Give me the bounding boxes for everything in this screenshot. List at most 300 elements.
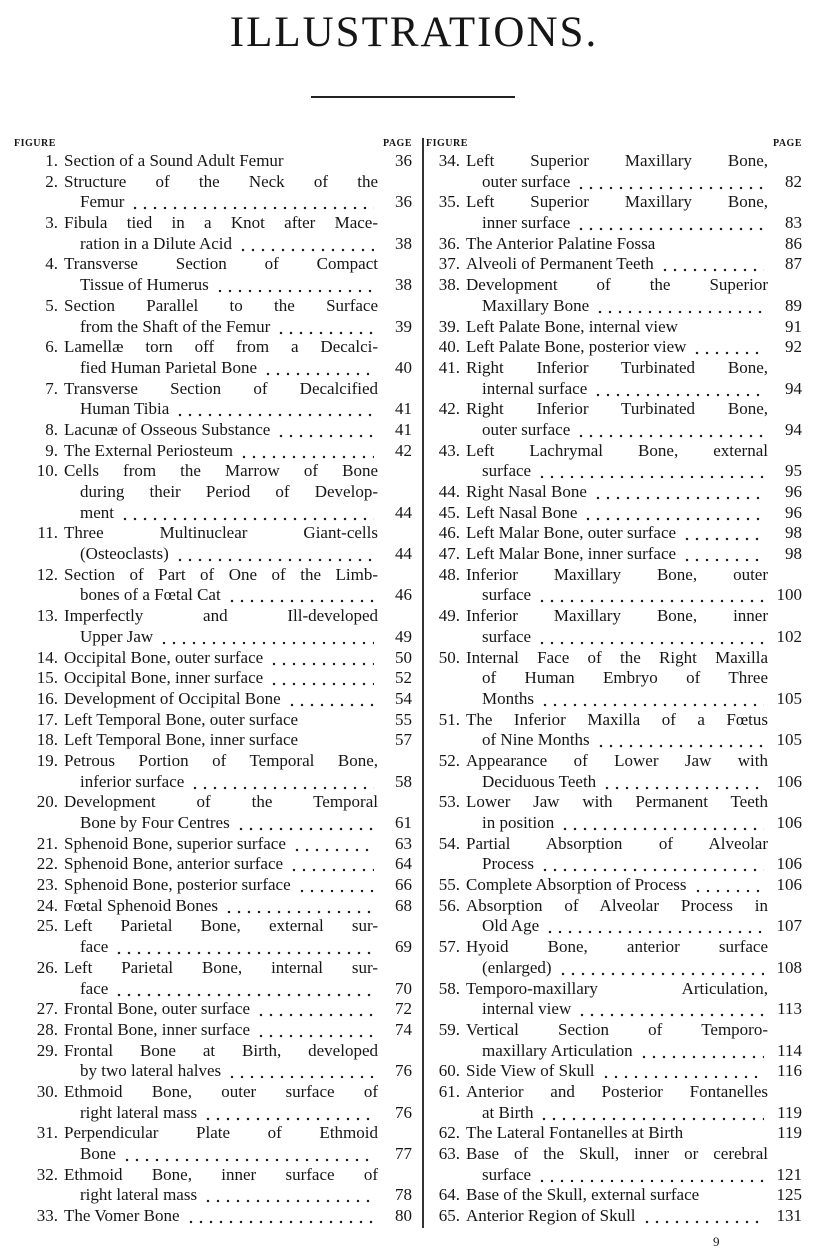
figure-number: 2. (45, 171, 58, 191)
entry-line (426, 234, 802, 255)
figure-entry (426, 544, 802, 565)
figure-caption: face (80, 978, 109, 998)
page-reference: 131 (776, 1206, 802, 1226)
page-reference: 100 (776, 585, 802, 605)
figure-caption: Lower Jaw with Permanent Teeth (466, 792, 768, 812)
figure-number: 30. (36, 1081, 58, 1101)
entry-line (426, 710, 802, 731)
dot-leader (297, 875, 374, 896)
entry-line (14, 172, 412, 193)
figure-caption: The Anterior Palatine Fossa (466, 233, 656, 253)
figure-number (426, 854, 466, 875)
caption-line (466, 1123, 768, 1144)
figure-number: 34. (438, 151, 460, 170)
figure-caption: Frontal Bone, inner surface (64, 1019, 250, 1039)
entry-line (426, 648, 802, 669)
caption-line (466, 172, 768, 193)
figure-caption: during their Period of Develop- (80, 482, 378, 501)
dot-leader (602, 772, 764, 793)
page-reference: 44 (395, 544, 412, 564)
figure-number (14, 275, 64, 296)
figure-caption: inferior surface (80, 771, 185, 791)
entry-line (426, 379, 802, 400)
dot-leader (120, 503, 374, 524)
figure-number (426, 1041, 466, 1062)
entry-line (14, 875, 412, 896)
figure-number (14, 1144, 64, 1165)
entry-line (426, 854, 802, 875)
figure-number: 5. (45, 295, 58, 315)
figure-number: 44. (438, 482, 460, 501)
figure-entry (14, 668, 412, 689)
figure-number: 15. (36, 668, 58, 688)
figure-number: 11. (37, 523, 58, 543)
figure-caption: (Osteoclasts) (80, 544, 169, 564)
caption-line (466, 1165, 768, 1186)
figure-caption: Old Age (482, 916, 540, 936)
entry-line (426, 1144, 802, 1165)
entry-line (14, 544, 412, 565)
figure-caption: surface (482, 461, 532, 481)
figure-number (14, 544, 64, 565)
figure-number: 26. (36, 957, 58, 977)
dot-leader (660, 254, 764, 275)
figure-number: 47. (438, 544, 460, 564)
figure-number: 52. (438, 750, 460, 770)
entry-line (14, 461, 412, 482)
entry-line (14, 958, 412, 979)
dot-leader (595, 296, 764, 317)
page-reference: 83 (785, 213, 802, 233)
figure-caption: maxillary Articulation (482, 1040, 633, 1060)
figure-entry (14, 151, 412, 172)
entry-line (426, 523, 802, 544)
page-spacer (378, 565, 412, 586)
figure-number: 14. (36, 647, 58, 667)
dot-leader (577, 999, 764, 1020)
entry-line (426, 565, 802, 586)
figure-caption: inner surface (482, 213, 571, 233)
page-reference: 80 (395, 1206, 412, 1226)
figure-number: 23. (36, 875, 58, 895)
entry-line (14, 151, 412, 172)
figure-caption: Anterior Region of Skull (466, 1206, 636, 1226)
figure-entry (426, 1144, 802, 1185)
figure-entry (426, 317, 802, 338)
caption-line (466, 875, 768, 896)
page-spacer (768, 896, 802, 917)
figure-caption: by two lateral halves (80, 1061, 222, 1081)
figure-entry (14, 1123, 412, 1164)
caption-line (466, 1041, 768, 1062)
figure-number: 18. (36, 730, 58, 750)
figure-number: 29. (36, 1040, 58, 1060)
figure-caption: Left Nasal Bone (466, 502, 578, 522)
figure-number (426, 213, 466, 234)
figure-number: 37. (438, 254, 460, 274)
caption-line (466, 544, 768, 565)
page-reference: 40 (395, 357, 412, 377)
page-reference: 87 (785, 254, 802, 274)
page-reference: 105 (776, 730, 802, 750)
figure-caption: Left Palate Bone, posterior view (466, 337, 687, 357)
dot-leader (122, 1144, 374, 1165)
entry-line (14, 399, 412, 420)
page-reference: 106 (776, 875, 802, 895)
caption-line (64, 937, 378, 958)
page-spacer (378, 1041, 412, 1062)
figure-entry (426, 503, 802, 524)
page-reference: 121 (776, 1164, 802, 1184)
figure-caption: Partial Absorption of Alveolar (466, 833, 768, 853)
caption-line (64, 627, 378, 648)
figure-caption: Vertical Section of Temporo- (466, 1019, 768, 1039)
dot-leader (227, 1061, 374, 1082)
dot-leader (224, 896, 374, 917)
dot-leader (560, 813, 764, 834)
entry-line (14, 1165, 412, 1186)
figure-number: 13. (36, 606, 58, 626)
entry-line (426, 668, 802, 689)
page-reference: 98 (785, 544, 802, 564)
figure-entry (426, 834, 802, 875)
figure-number (14, 234, 64, 255)
figure-number: 61. (438, 1081, 460, 1101)
figure-number (426, 668, 466, 689)
caption-line (466, 813, 768, 834)
page-reference: 86 (785, 233, 802, 253)
page-spacer (378, 751, 412, 772)
figure-number: 10. (36, 461, 58, 481)
figure-number (426, 172, 466, 193)
page-spacer (378, 916, 412, 937)
caption-line (64, 441, 378, 462)
caption-line (64, 772, 378, 793)
figure-caption: face (80, 937, 109, 957)
figure-caption: Base of the Skull, inner or cerebral (466, 1144, 768, 1163)
dot-leader (601, 1061, 764, 1082)
entry-line (14, 1082, 412, 1103)
page-reference: 52 (395, 668, 412, 688)
figure-number (426, 730, 466, 751)
entry-line (14, 627, 412, 648)
figure-entry (426, 896, 802, 937)
figure-caption: Left Lachrymal Bone, external (466, 440, 768, 460)
entry-line (14, 606, 412, 627)
figure-caption: The Vomer Bone (64, 1206, 180, 1226)
page-reference: 54 (395, 688, 412, 708)
figure-caption: Left Parietal Bone, internal sur- (64, 957, 378, 977)
dot-leader (269, 668, 374, 689)
figure-caption: Months (482, 688, 534, 708)
dot-leader (593, 482, 764, 503)
figure-entry (14, 379, 412, 420)
figure-entry (14, 1206, 412, 1227)
figure-entry (14, 730, 412, 751)
entry-line (14, 1061, 412, 1082)
page-spacer (768, 151, 802, 172)
page-reference: 108 (776, 957, 802, 977)
dot-leader (256, 999, 374, 1020)
figure-entry (426, 648, 802, 710)
entry-line (426, 1185, 802, 1206)
entry-line (14, 916, 412, 937)
entry-line (14, 296, 412, 317)
page-spacer (768, 606, 802, 627)
dot-leader (682, 523, 764, 544)
dot-leader (175, 399, 374, 420)
figure-entry (14, 1020, 412, 1041)
figure-number: 56. (438, 895, 460, 915)
figure-entry (14, 875, 412, 896)
figure-number: 49. (438, 606, 460, 626)
figure-entry (14, 792, 412, 833)
page-reference: 36 (395, 192, 412, 212)
page-reference: 92 (785, 337, 802, 357)
caption-line (64, 1061, 378, 1082)
dot-leader (276, 317, 374, 338)
entry-line (426, 606, 802, 627)
figure-caption: Upper Jaw (80, 626, 154, 646)
figure-caption: Section Parallel to the Surface (64, 295, 378, 315)
figure-caption: Complete Absorption of Process (466, 875, 687, 895)
dot-leader (114, 979, 374, 1000)
entry-line (14, 834, 412, 855)
page-reference: 106 (776, 854, 802, 874)
entry-line (14, 1020, 412, 1041)
entry-line (14, 710, 412, 731)
figure-entry (14, 565, 412, 606)
caption-line (64, 358, 378, 379)
dot-leader (682, 544, 764, 565)
page-spacer (768, 792, 802, 813)
dot-leader (639, 1041, 764, 1062)
figure-caption: Occipital Bone, inner surface (64, 668, 264, 688)
caption-line (64, 544, 378, 565)
figure-caption: Hyoid Bone, anterior surface (466, 937, 768, 957)
figure-entry (14, 606, 412, 647)
figure-caption: (enlarged) (482, 957, 552, 977)
page-reference: 94 (785, 419, 802, 439)
figure-number (14, 627, 64, 648)
figure-number: 55. (438, 875, 460, 895)
entry-line (426, 1041, 802, 1062)
figure-caption: Femur (80, 192, 125, 212)
entry-line (14, 565, 412, 586)
figure-number: 41. (438, 357, 460, 377)
page-reference: 119 (777, 1123, 802, 1143)
caption-line (64, 151, 378, 172)
figure-number: 3. (45, 213, 58, 233)
dot-leader (269, 648, 374, 669)
entry-line (14, 792, 412, 813)
entry-line (426, 399, 802, 420)
entry-line (14, 979, 412, 1000)
caption-line (64, 1020, 378, 1041)
figure-entry (14, 834, 412, 855)
entry-line (426, 937, 802, 958)
page-spacer (378, 606, 412, 627)
figure-entry (426, 979, 802, 1020)
page-reference: 74 (395, 1019, 412, 1039)
figure-caption: outer surface (482, 419, 571, 439)
figure-number (14, 1185, 64, 1206)
entry-line (426, 441, 802, 462)
dot-leader (537, 461, 764, 482)
figure-entry (14, 896, 412, 917)
figure-caption: Left Temporal Bone, outer surface (64, 709, 299, 729)
page-reference: 91 (785, 316, 802, 336)
figure-caption: Left Malar Bone, outer surface (466, 523, 677, 543)
page-reference: 58 (395, 771, 412, 791)
entry-line (14, 275, 412, 296)
dot-leader (276, 420, 374, 441)
figure-number (426, 296, 466, 317)
figure-entry (426, 875, 802, 896)
page-reference: 106 (776, 771, 802, 791)
caption-line (64, 420, 378, 441)
page-reference: 66 (395, 875, 412, 895)
figure-caption: Ethmoid Bone, outer surface of (64, 1081, 378, 1101)
figure-caption: Left Superior Maxillary Bone, (466, 151, 768, 170)
page-spacer (378, 379, 412, 400)
illustrations-column-right (426, 136, 802, 1227)
page-reference: 41 (395, 399, 412, 419)
figure-number: 38. (438, 275, 460, 295)
dot-leader (537, 1165, 764, 1186)
caption-line (466, 999, 768, 1020)
page-spacer (768, 751, 802, 772)
caption-line (64, 399, 378, 420)
page-spacer (768, 1020, 802, 1041)
figure-caption: of Human Embryo of Three (482, 668, 768, 688)
dot-leader (684, 317, 764, 338)
figure-number: 25. (36, 916, 58, 936)
figure-number: 22. (36, 854, 58, 874)
dot-leader (689, 1123, 764, 1144)
figure-caption: Sphenoid Bone, posterior surface (64, 875, 291, 895)
page-reference: 106 (776, 813, 802, 832)
page-spacer (378, 1082, 412, 1103)
figure-entry (14, 172, 412, 213)
figure-caption: outer surface (482, 171, 571, 191)
figure-number: 32. (36, 1164, 58, 1184)
entry-line (14, 999, 412, 1020)
illustrations-column-left (14, 136, 412, 1227)
figure-caption: Fœtal Sphenoid Bones (64, 895, 218, 915)
entry-line (426, 1061, 802, 1082)
page-spacer (768, 648, 802, 669)
figure-entry (14, 441, 412, 462)
page-spacer (768, 192, 802, 213)
figure-entry (426, 792, 802, 833)
figure-number: 33. (36, 1206, 58, 1226)
dot-leader (537, 585, 764, 606)
figure-entry (14, 1082, 412, 1123)
figure-number: 17. (36, 709, 58, 729)
figure-caption: Right Inferior Turbinated Bone, (466, 357, 768, 377)
figure-caption: Process (482, 854, 534, 874)
entry-line (426, 213, 802, 234)
figure-number: 60. (438, 1061, 460, 1081)
entry-line (426, 1020, 802, 1041)
caption-line (466, 213, 768, 234)
page-reference: 50 (395, 647, 412, 667)
figure-number: 57. (438, 937, 460, 957)
entry-line (426, 254, 802, 275)
figure-number: 54. (438, 833, 460, 853)
entry-line (14, 896, 412, 917)
entry-line (426, 1082, 802, 1103)
dot-leader (705, 1185, 764, 1206)
caption-line (466, 1103, 768, 1124)
figure-number: 12. (36, 564, 58, 584)
figure-number: 39. (438, 316, 460, 336)
figure-caption: Imperfectly and Ill-developed (64, 606, 378, 626)
caption-line (466, 772, 768, 793)
page-reference: 107 (776, 916, 802, 936)
figure-number: 31. (36, 1123, 58, 1143)
entry-line (426, 1123, 802, 1144)
dot-leader (576, 172, 764, 193)
dot-leader (576, 213, 764, 234)
caption-line (64, 979, 378, 1000)
figure-number: 42. (438, 399, 460, 419)
figure-caption: The Lateral Fontanelles at Birth (466, 1123, 684, 1143)
page-reference: 38 (395, 233, 412, 253)
figure-caption: surface (482, 626, 532, 646)
figure-entry (14, 1041, 412, 1082)
figure-caption: Structure of the Neck of the (64, 171, 378, 191)
page-reference: 55 (395, 709, 412, 729)
figure-entry (14, 999, 412, 1020)
figure-caption: Anterior and Posterior Fontanelles (466, 1081, 768, 1101)
caption-line (64, 875, 378, 896)
entry-line (426, 1165, 802, 1186)
figure-number: 16. (36, 688, 58, 708)
entry-line (426, 689, 802, 710)
entry-line (426, 896, 802, 917)
entry-line (426, 544, 802, 565)
figure-entry (426, 234, 802, 255)
caption-line (64, 834, 378, 855)
dot-leader (238, 234, 374, 255)
figure-caption: right lateral mass (80, 1185, 198, 1205)
caption-line (64, 1185, 378, 1206)
figure-number (14, 482, 64, 503)
figure-entry (14, 461, 412, 523)
page-spacer (378, 337, 412, 358)
figure-entry (426, 1061, 802, 1082)
figure-caption: Cells from the Marrow of Bone (64, 461, 378, 481)
dot-leader (540, 854, 764, 875)
entry-line (14, 730, 412, 751)
page-spacer (768, 1144, 802, 1165)
caption-line (466, 317, 768, 338)
figure-entry (426, 254, 802, 275)
entry-line (426, 358, 802, 379)
page-spacer (378, 172, 412, 193)
figure-caption: Right Nasal Bone (466, 482, 587, 501)
entry-line (426, 172, 802, 193)
entry-line (426, 296, 802, 317)
entry-line (14, 192, 412, 213)
page-spacer (768, 275, 802, 296)
entry-line (426, 151, 802, 172)
dot-leader (239, 441, 374, 462)
entry-line (426, 834, 802, 855)
figure-caption: Tissue of Humerus (80, 275, 209, 295)
